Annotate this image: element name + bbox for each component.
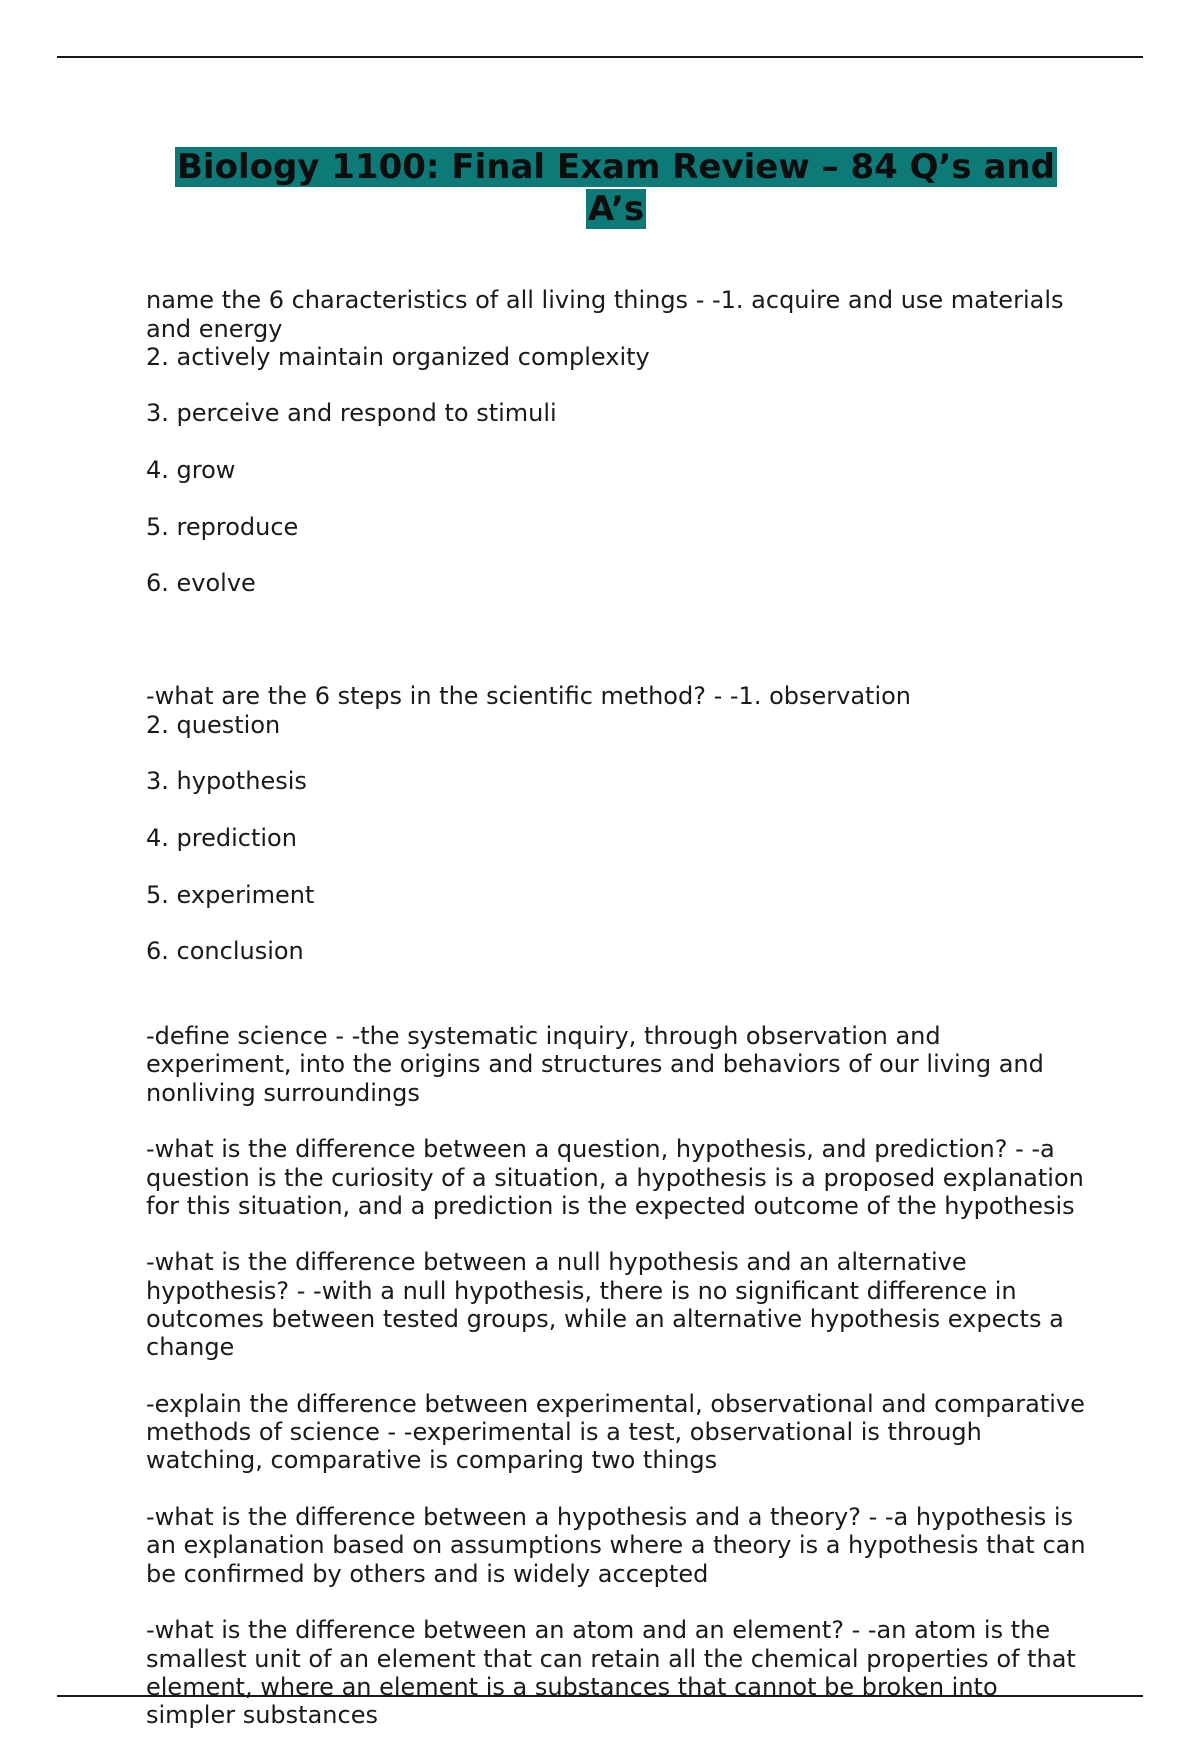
qa-item [146,1503,1086,1588]
qa-question: name the 6 characteristics of all living things - - [146,286,721,315]
qa-item [146,1248,1086,1361]
qa-answer-line: 1. acquire and use materials and energy [146,286,1064,343]
qa-answer: the systematic inquiry, through observation and experiment, into the origins and structures and behaviors of our living and nonliving surroundings [146,1022,1044,1107]
qa-answer-line: 2. question [146,710,281,739]
qa-answer: an atom is the smallest unit of an element that can retain all the chemical properties of that element, where an element is a substances that cannot be broken into simpler substances [146,1616,1076,1730]
qa-answer-line: 3. perceive and respond to stimuli [146,399,557,428]
qa-question: -what is the difference between a question, hypothesis, and prediction? - - [146,1135,1041,1164]
qa-answer-line: 4. grow [146,456,236,485]
qa-item [146,1022,1086,1107]
qa-answer: with a null hypothesis, there is no significant difference in outcomes between tested groups, while an alternative hypothesis expects a change [146,1276,1064,1362]
qa-content [146,258,1086,1758]
document-title [146,146,1086,230]
qa-answer: a hypothesis is an explanation based on assumptions where a theory is a hypothesis that can be confirmed by others and is widely accepted [146,1503,1086,1588]
qa-question: -what are the 6 steps in the scientific method? - - [146,682,739,711]
title-line-1: Biology 1100: Final Exam Review – 84 Q’s and [177,147,1055,187]
qa-item [146,258,1086,626]
qa-answer-line: 6. evolve [146,569,256,598]
qa-item [146,1616,1086,1729]
qa-answer-line: 5. experiment [146,880,315,909]
bottom-rule [57,1695,1143,1697]
qa-question: -what is the difference between an atom and an element? - - [146,1616,877,1645]
qa-question: -explain the difference between experimental, observational and comparative methods of science - - [146,1389,1085,1447]
qa-item [146,1390,1086,1475]
title-line-2: A’s [587,189,645,229]
qa-item [146,1135,1086,1220]
qa-answer: a question is the curiosity of a situation, a hypothesis is a proposed explanation for this situation, and a prediction is the expected outcome of the hypothesis [146,1135,1084,1220]
qa-answer-line: 1. observation [738,682,912,711]
qa-answer-line: 6. conclusion [146,937,304,966]
qa-question: -what is the difference between a null hypothesis and an alternative hypothesis? - - [146,1248,967,1305]
qa-answer-line: 3. hypothesis [146,767,307,796]
qa-answer-line: 4. prediction [146,823,297,852]
qa-question: -define science - - [146,1022,361,1051]
qa-answer-line: 2. actively maintain organized complexity [146,342,650,371]
qa-item [146,654,1086,994]
qa-question: -what is the difference between a hypothesis and a theory? - - [146,1503,894,1532]
top-rule [57,56,1143,58]
qa-answer: experimental is a test, observational is through watching, comparative is comparing two things [146,1418,982,1475]
qa-answer-line: 5. reproduce [146,512,299,541]
